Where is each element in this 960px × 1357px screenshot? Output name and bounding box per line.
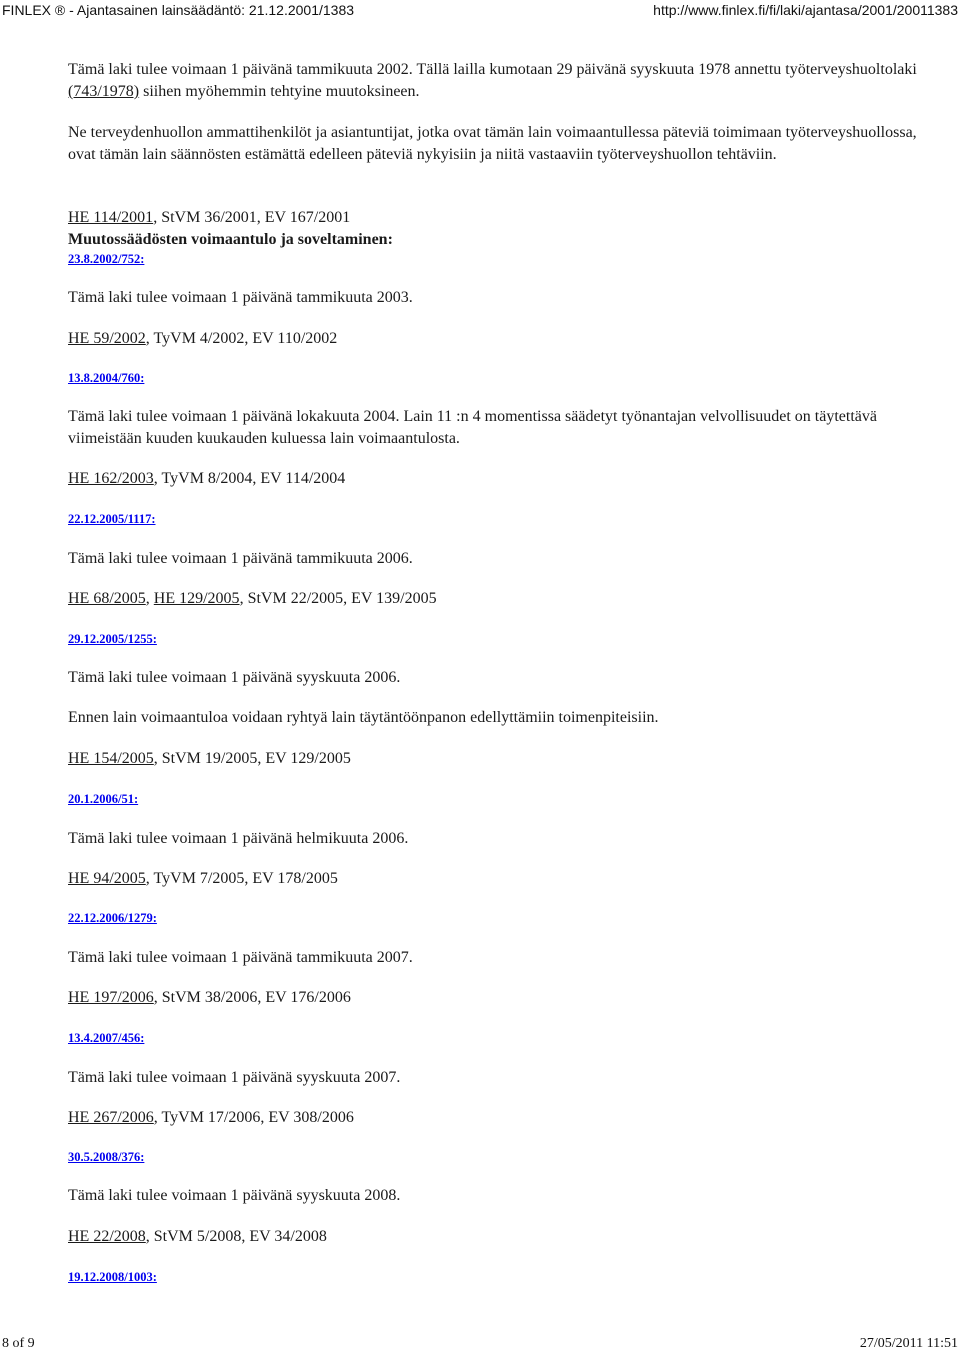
law-link-743-1978[interactable]: (743/1978)	[68, 83, 140, 100]
amendment-id	[68, 788, 928, 810]
amendment-text: Tämä laki tulee voimaan 1 päivänä syyskuuta 2008.	[68, 1187, 401, 1204]
amendment-reference: HE 59/2002, TyVM 4/2002, EV 110/2002	[68, 330, 338, 347]
amendment-text: Tämä laki tulee voimaan 1 päivänä syyskuuta 2006.	[68, 669, 401, 686]
amendment-link[interactable]: 13.4.2007/456:	[68, 1031, 145, 1045]
amendment-id	[68, 248, 928, 270]
reference-link[interactable]: HE 68/2005	[68, 590, 146, 607]
reference-link[interactable]: HE 154/2005	[68, 750, 154, 767]
amendment-id	[68, 1266, 928, 1288]
page-footer	[0, 1336, 960, 1356]
amendment-id	[68, 628, 928, 650]
amendment-reference: HE 197/2006, StVM 38/2006, EV 176/2006	[68, 989, 351, 1006]
page-number: 8 of 9	[2, 1336, 35, 1351]
header-title: FINLEX ® - Ajantasainen lainsäädäntö: 21.12.2001/1383	[2, 2, 355, 18]
intro-paragraph-1: Tämä laki tulee voimaan 1 päivänä tammikuuta 2002. Tällä lailla kumotaan 29 päivänä syyskuuta 1978 annettu työterveyshuoltolaki (743/1978) siihen myöhemmin tehtyine muutoksineen.	[68, 61, 917, 100]
amendment-text: Tämä laki tulee voimaan 1 päivänä helmikuuta 2006.	[68, 830, 409, 847]
intro-paragraph-2: Ne terveydenhuollon ammattihenkilöt ja asiantuntijat, jotka ovat tämän lain voimaantullessa päteviä toimimaan työterveyshuollossa, ovat tämän lain säännösten estämättä edelleen päteviä nykyisiin ja niitä vastaaviin työterveyshuollon tehtäviin.	[68, 124, 917, 163]
amendment-reference: HE 22/2008, StVM 5/2008, EV 34/2008	[68, 1228, 327, 1245]
amendment-id	[68, 1146, 928, 1168]
reference-link[interactable]: HE 59/2002	[68, 330, 146, 347]
amendment-id	[68, 1027, 928, 1049]
amendment-text: Tämä laki tulee voimaan 1 päivänä tammikuuta 2006.	[68, 550, 413, 567]
amendment-reference: HE 154/2005, StVM 19/2005, EV 129/2005	[68, 750, 351, 767]
amendment-text: Tämä laki tulee voimaan 1 päivänä lokakuuta 2004. Lain 11 :n 4 momentissa säädetyt työnantajan velvollisuudet on täytettävä viimeistään kuuden kuukauden kuluessa lain voimaantulosta.	[68, 408, 877, 447]
amendment-link[interactable]: 30.5.2008/376:	[68, 1150, 145, 1164]
reference-link[interactable]: HE 129/2005	[153, 590, 240, 607]
amendment-id	[68, 508, 928, 530]
amendment-link[interactable]: 19.12.2008/1003:	[68, 1270, 157, 1284]
reference-link[interactable]: HE 22/2008	[68, 1228, 146, 1245]
amendment-reference: HE 68/2005, HE 129/2005, StVM 22/2005, EV 139/2005	[68, 590, 437, 607]
amendment-text: Tämä laki tulee voimaan 1 päivänä syyskuuta 2007.	[68, 1069, 401, 1086]
amendment-text: Tämä laki tulee voimaan 1 päivänä tammikuuta 2007.	[68, 949, 413, 966]
print-datetime: 27/05/2011 11:51	[859, 1336, 958, 1351]
page-header	[0, 2, 960, 22]
intro-reference: HE 114/2001, StVM 36/2001, EV 167/2001	[68, 209, 351, 226]
reference-link[interactable]: HE 94/2005	[68, 870, 146, 887]
amendment-reference: HE 162/2003, TyVM 8/2004, EV 114/2004	[68, 470, 346, 487]
amendment-reference: HE 267/2006, TyVM 17/2006, EV 308/2006	[68, 1109, 354, 1126]
reference-link[interactable]: HE 197/2006	[68, 989, 154, 1006]
amendment-text: Tämä laki tulee voimaan 1 päivänä tammikuuta 2003.	[68, 289, 413, 306]
amendment-link[interactable]: 22.12.2005/1117:	[68, 512, 156, 526]
amendment-link[interactable]: 29.12.2005/1255:	[68, 632, 157, 646]
reference-link[interactable]: HE 267/2006	[68, 1109, 154, 1126]
section-subheading: Muutossäädösten voimaantulo ja soveltaminen:	[68, 231, 393, 248]
amendment-id	[68, 907, 928, 929]
header-url: http://www.finlex.fi/fi/laki/ajantasa/2001/20011383	[653, 2, 958, 18]
amendment-reference: HE 94/2005, TyVM 7/2005, EV 178/2005	[68, 870, 338, 887]
amendment-text-2: Ennen lain voimaantuloa voidaan ryhtyä lain täytäntöönpanon edellyttämiin toimenpiteisiin.	[68, 709, 659, 726]
reference-link[interactable]: HE 162/2003	[68, 470, 154, 487]
amendment-link[interactable]: 22.12.2006/1279:	[68, 911, 157, 925]
amendment-link[interactable]: 20.1.2006/51:	[68, 792, 139, 806]
amendment-id	[68, 367, 928, 389]
amendment-link[interactable]: 13.8.2004/760:	[68, 371, 145, 385]
reference-link[interactable]: HE 114/2001	[68, 209, 154, 226]
amendment-link[interactable]: 23.8.2002/752:	[68, 252, 145, 266]
